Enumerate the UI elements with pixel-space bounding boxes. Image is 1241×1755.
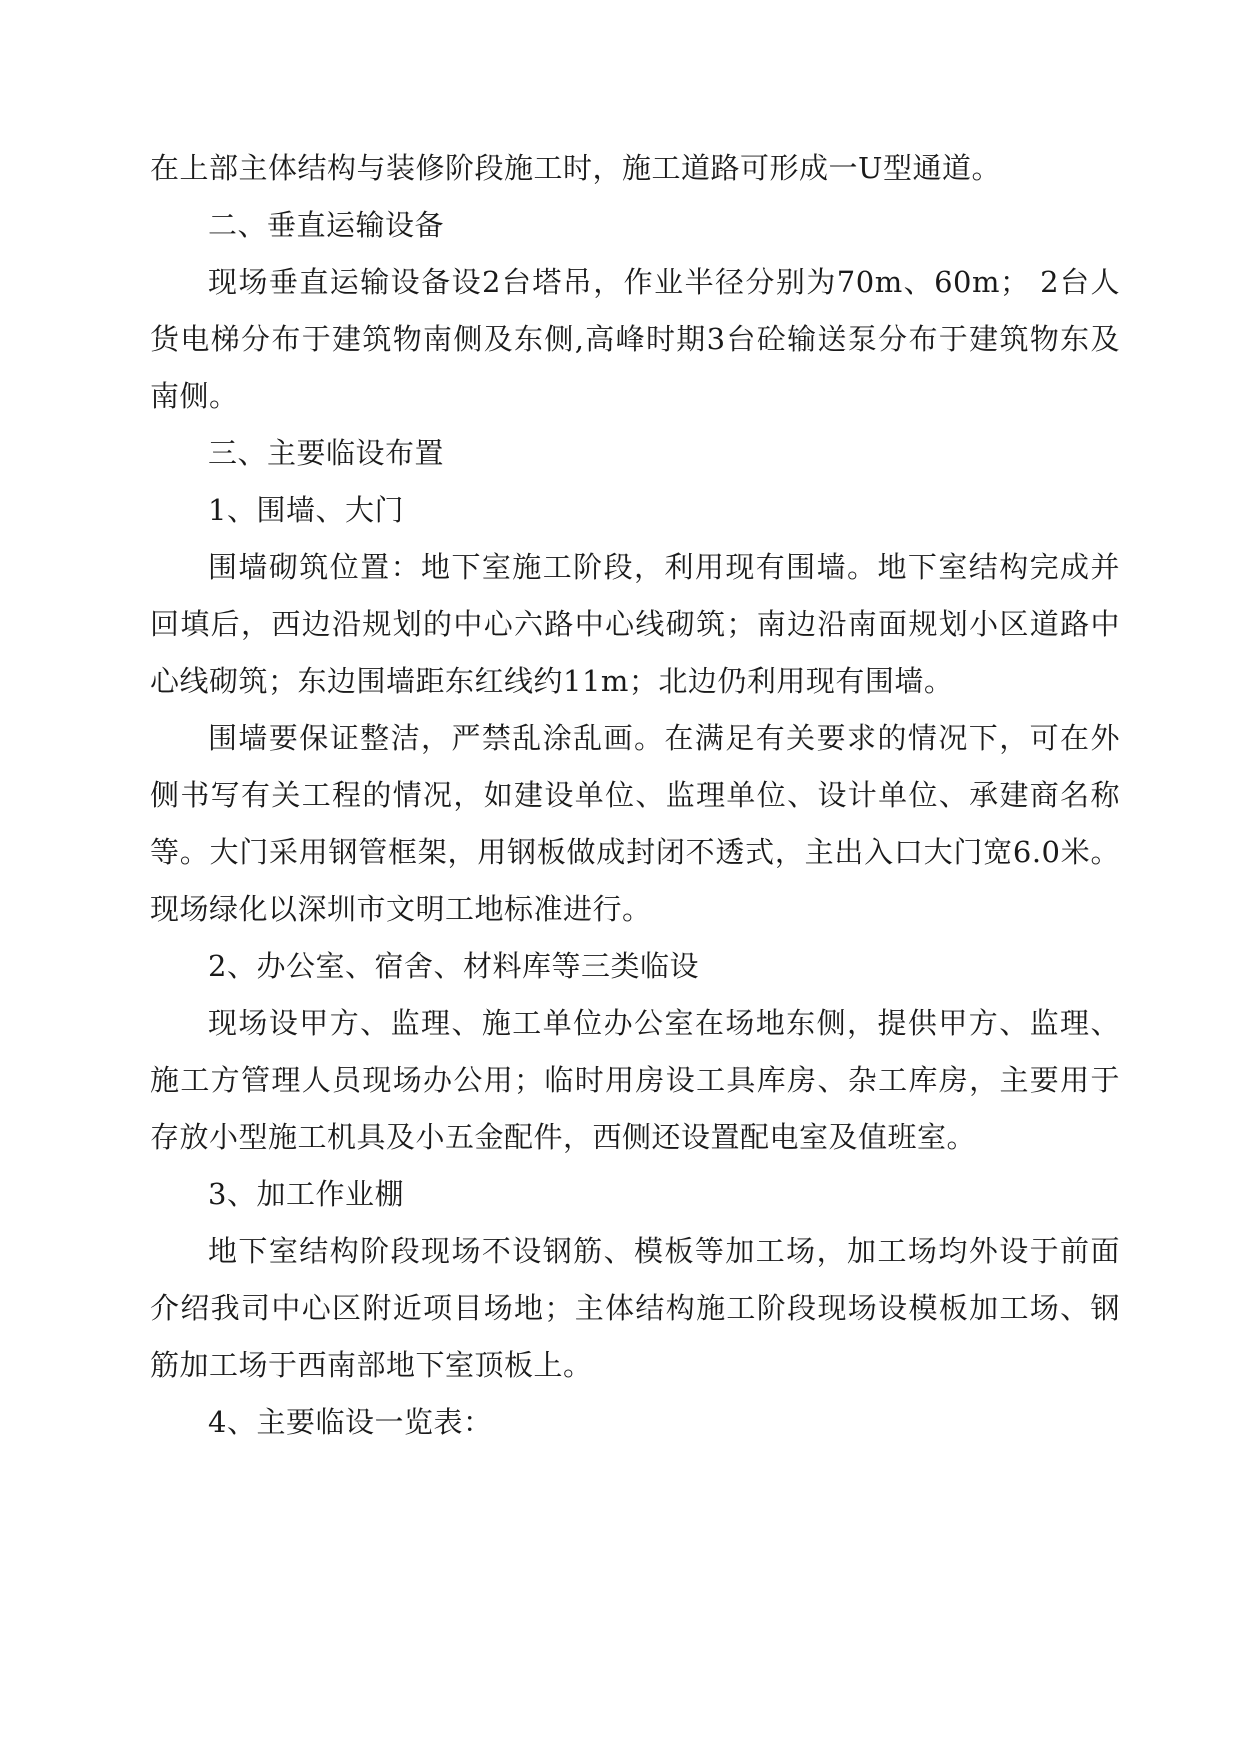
paragraph-office-dorm-storage: 现场设甲方、监理、施工单位办公室在场地东侧，提供甲方、监理、施工方管理人员现场办公用；临时用房设工具库房、杂工库房，主要用于存放小型施工机具及小五金配件，西侧还设置配电室及值班室。 [150,1006,1120,1154]
subheading-processing-shed: 3、加工作业棚 [208,1177,404,1211]
paragraph-vertical-transport: 现场垂直运输设备设2台塔吊，作业半径分别为70m、60m； 2台人货电梯分布于建筑物南侧及东侧,高峰时期3台砼输送泵分布于建筑物东及南侧。 [150,265,1120,413]
document-page [150,140,1120,1451]
subheading-facility-list: 4、主要临设一览表： [208,1405,493,1439]
heading-temporary-facilities: 三、主要临设布置 [208,436,445,470]
subheading-office-dorm-storage: 2、办公室、宿舍、材料库等三类临设 [208,949,699,983]
heading-vertical-transport: 二、垂直运输设备 [208,208,445,242]
subheading-wall-gate: 1、围墙、大门 [208,493,404,527]
paragraph-processing-shed: 地下室结构阶段现场不设钢筋、模板等加工场，加工场均外设于前面介绍我司中心区附近项目场地；主体结构施工阶段现场设模板加工场、钢筋加工场于西南部地下室顶板上。 [150,1234,1120,1382]
paragraph-wall-requirements: 围墙要保证整洁，严禁乱涂乱画。在满足有关要求的情况下，可在外侧书写有关工程的情况，如建设单位、监理单位、设计单位、承建商名称等。大门采用钢管框架，用钢板做成封闭不透式，主出入口大门宽6.0米。现场绿化以深圳市文明工地标准进行。 [150,721,1120,926]
paragraph-road-u-channel: 在上部主体结构与装修阶段施工时，施工道路可形成一U型通道。 [150,151,1001,185]
paragraph-wall-position: 围墙砌筑位置：地下室施工阶段，利用现有围墙。地下室结构完成并回填后，西边沿规划的中心六路中心线砌筑；南边沿南面规划小区道路中心线砌筑；东边围墙距东红线约11m；北边仍利用现有围墙。 [150,550,1120,698]
